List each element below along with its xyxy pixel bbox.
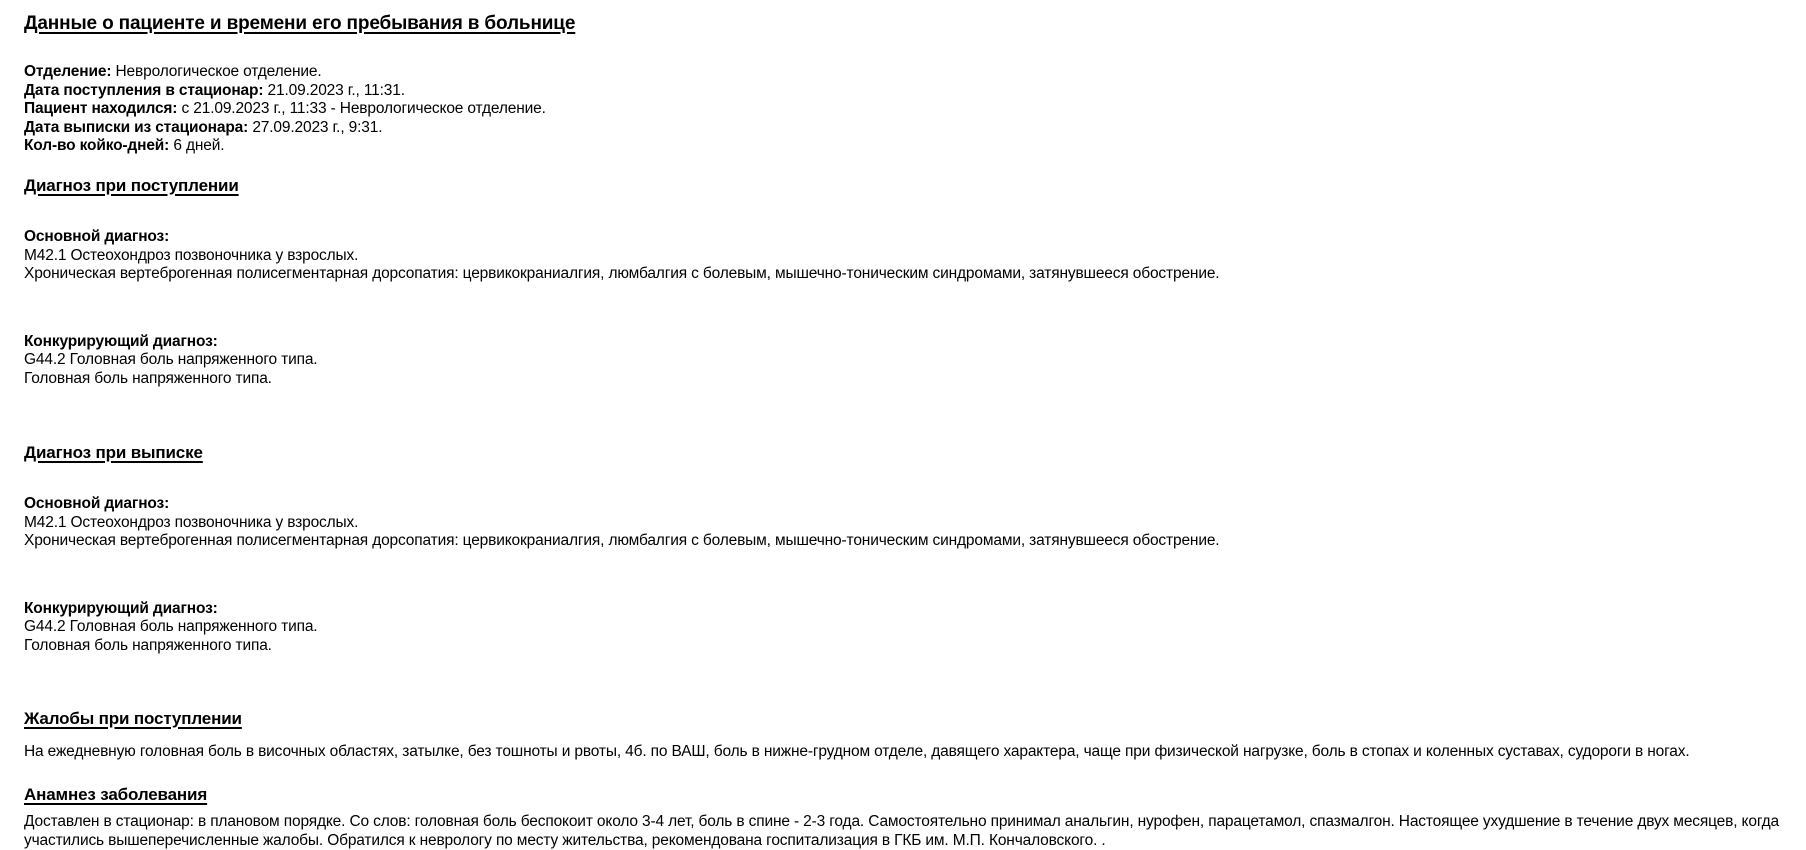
anamnesis-heading: Анамнез заболевания [24,785,208,804]
admission-date-label: Дата поступления в стационар: [24,81,264,99]
concurrent-diagnosis-detail: Головная боль напряженного типа. [24,636,272,654]
concurrent-diagnosis-label: Конкурирующий диагноз: [24,332,218,350]
complaints-section [24,709,1782,762]
medical-record-document [24,13,1782,850]
patient-info-section [24,63,1782,156]
info-row-admission-date [24,82,1782,101]
concurrent-diagnosis-value: G44.2 Головная боль напряженного типа. [24,618,318,635]
discharge-concurrent-diagnosis-paragraph [24,581,1782,674]
complaints-text: На ежедневную головная боль в височных областях, затылке, без тошноты и рвоты, 4б. по ВАШ, боль в нижне-грудном отделе, давящего характера, чаще при физической нагрузке, боль в стопах и коленных суставах, судороги в ногах. [24,742,1690,760]
concurrent-diagnosis-label: Конкурирующий диагноз: [24,599,218,617]
discharge-diagnosis-heading: Диагноз при выписке [24,442,203,462]
discharge-date-value: 27.09.2023 г., 9:31. [252,118,383,136]
admission-diagnosis-heading: Диагноз при поступлении [24,175,239,195]
page-title: Данные о пациенте и времени его пребывания в больнице [24,13,576,34]
main-diagnosis-label: Основной диагноз: [24,228,170,245]
admission-diagnosis-section [24,176,1782,407]
bed-days-value: 6 дней. [173,137,225,154]
admission-date-value: 21.09.2023 г., 11:31. [267,81,405,99]
bed-days-label: Кол-во койко-дней: [24,137,170,154]
info-row-stay [24,100,1782,119]
department-value: Неврологическое отделение. [115,63,322,80]
concurrent-diagnosis-detail: Головная боль напряженного типа. [24,369,272,387]
info-row-bed-days [24,137,1782,156]
stay-value: с 21.09.2023 г., 11:33 - Неврологическое отделение. [181,100,546,117]
department-label: Отделение: [24,63,112,80]
concurrent-diagnosis-value: G44.2 Головная боль напряженного типа. [24,351,318,368]
anamnesis-section [24,785,1782,850]
discharge-main-diagnosis-paragraph [24,477,1782,570]
complaints-heading: Жалобы при поступлении [24,708,242,728]
main-diagnosis-label: Основной диагноз: [24,495,170,512]
main-diagnosis-value: M42.1 Остеохондроз позвоночника у взрослых. [24,246,359,264]
anamnesis-text: Доставлен в стационар: в плановом порядке. Со слов: головная боль беспокоит около 3-4 лет, боль в спине - 2-3 года. Самостоятельно принимал анальгин, нурофен, парацетамол, спазмалгон. Настоящее ухудшение в течение двух месяцев, когда участились вышеперечисленные жалобы. Обратился к неврологу по месту жительства, рекомендована госпитализация в ГКБ им. М.П. Кончаловского. . [24,813,1779,849]
admission-concurrent-diagnosis-paragraph [24,314,1782,407]
info-row-discharge-date [24,119,1782,138]
main-diagnosis-detail: Хроническая вертеброгенная полисегментарная дорсопатия: цервикокраниалгия, люмбалгия с болевым, мышечно-тоническим синдромами, затянувшееся обострение. [24,265,1220,282]
info-row-department [24,63,1782,82]
discharge-diagnosis-section [24,443,1782,674]
discharge-date-label: Дата выписки из стационара: [24,118,249,136]
stay-label: Пациент находился: [24,100,178,117]
main-diagnosis-value: M42.1 Остеохондроз позвоночника у взрослых. [24,513,359,531]
main-diagnosis-detail: Хроническая вертеброгенная полисегментарная дорсопатия: цервикокраниалгия, люмбалгия с болевым, мышечно-тоническим синдромами, затянувшееся обострение. [24,532,1220,549]
admission-main-diagnosis-paragraph [24,210,1782,303]
